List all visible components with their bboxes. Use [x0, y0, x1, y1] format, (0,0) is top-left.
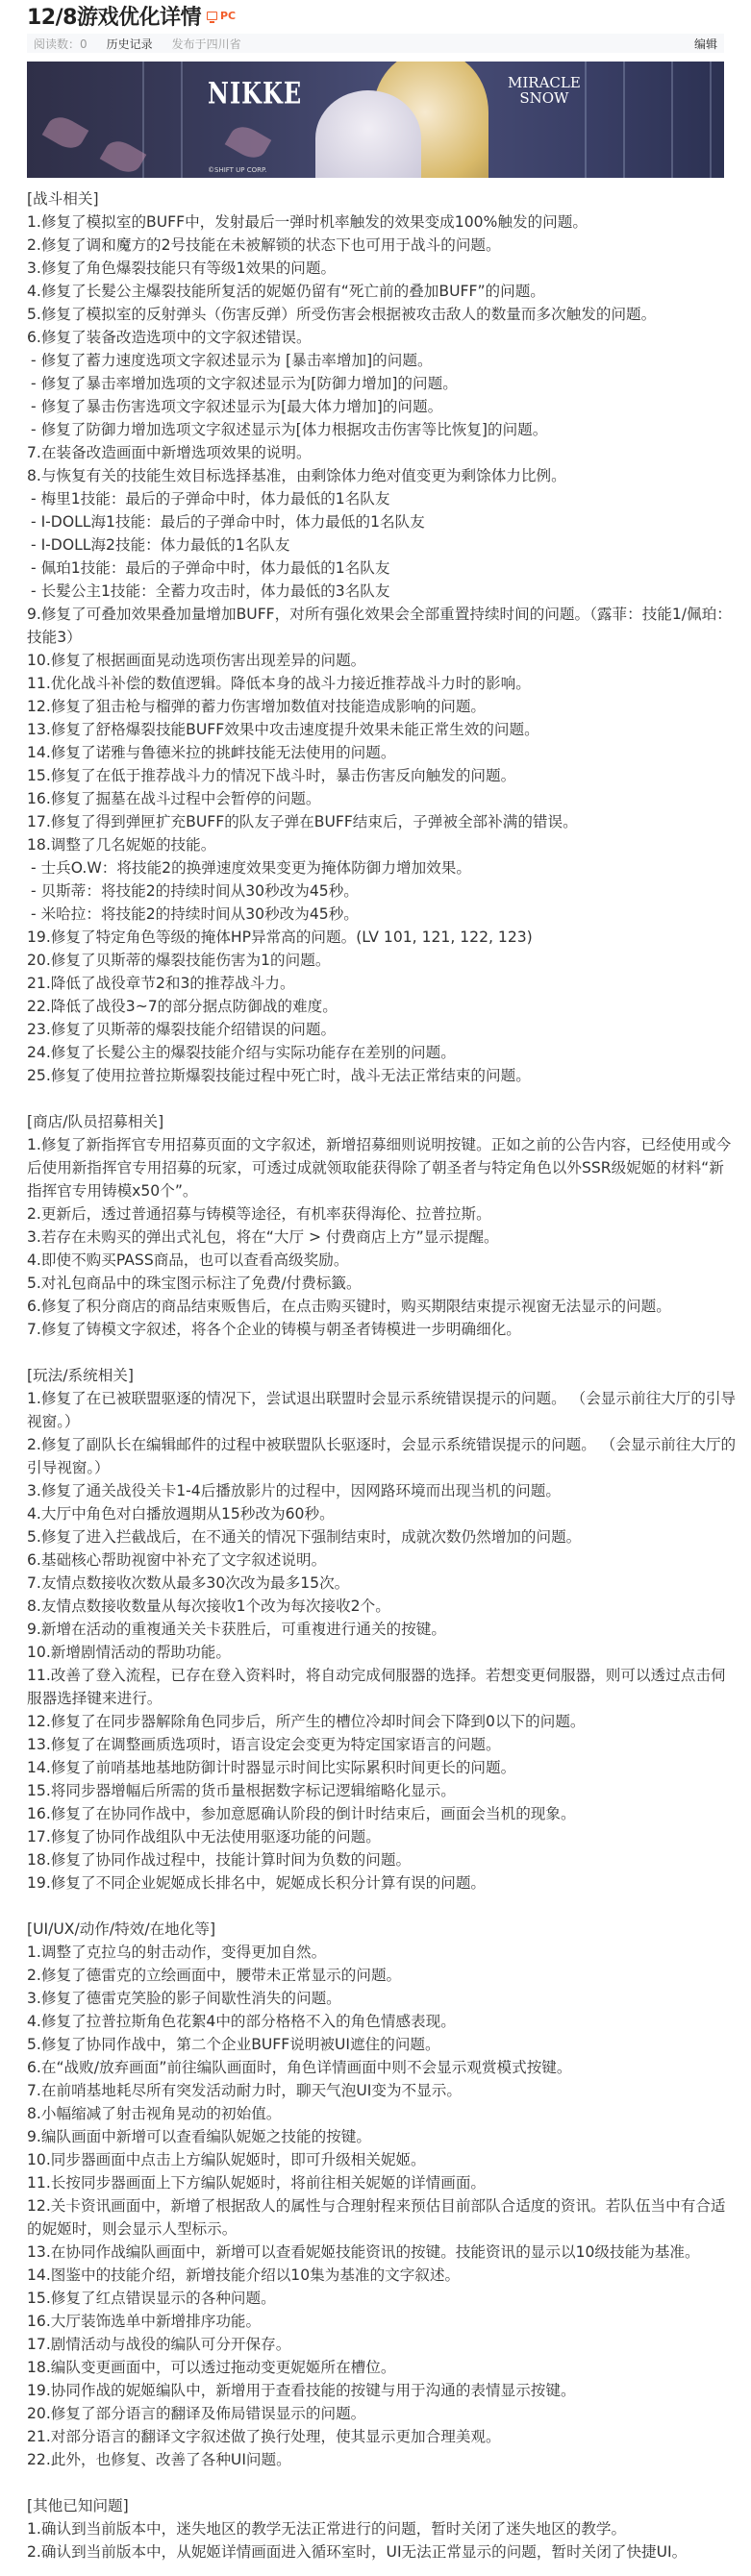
list-item: 6.在“战败/放弃画面”前往编队画面时，角色详情画面中则不会显示观赏模式按键。 — [27, 2059, 572, 2076]
character-white-hair — [315, 90, 421, 178]
event-logo-line1: MIRACLE — [508, 74, 581, 91]
list-item: 9.新增在活动的重複通关关卡获胜后，可重複进行通关的按键。 — [27, 1621, 446, 1638]
list-item: 1.调整了克拉乌的射击动作，变得更加自然。 — [27, 1944, 327, 1961]
list-item: 4.大厅中角色对白播放週期从15秒改为60秒。 — [27, 1505, 335, 1523]
nikke-logo: NIKKE — [208, 74, 303, 111]
list-item: 11.优化战斗补偿的数值逻辑。降低本身的战斗力接近推荐战斗力时的影响。 — [27, 675, 531, 692]
list-item: 11.改善了登入流程，已存在登入资料时，将自动完成伺服器的选择。若想变更伺服器，则可以透过点击伺服器选择键来进行。 — [27, 1667, 726, 1707]
list-item: 5.对礼包商品中的珠宝图示标注了免费/付费标籤。 — [27, 1275, 362, 1292]
list-item: 9.编队画面中新增可以查看编队妮姬之技能的按键。 — [27, 2128, 371, 2145]
sub-list-item: - 士兵O.W：将技能2的换弹速度效果变更为掩体防御力增加效果。 — [31, 859, 471, 877]
list-item: 5.修复了模拟室的反射弹头（伤害反弹）所受伤害会根据被攻击敌人的数量而多次触发的问题。 — [27, 306, 657, 323]
sub-list-item: - 修复了蓄力速度选项文字叙述显示为 [暴击率增加]的问题。 — [31, 352, 433, 369]
list-item: 21.降低了战役章节2和3的推荐战斗力。 — [27, 975, 295, 992]
section-spacer — [27, 1895, 738, 1918]
article-body — [27, 187, 738, 2564]
monitor-icon — [207, 12, 217, 20]
list-item: 7.友情点数接收次数从最多30次改为最多15次。 — [27, 1574, 350, 1592]
list-item: 1.修复了在已被联盟驱逐的情况下，尝试退出联盟时会显示系统错误提示的问题。 （会显示前往大厅的引导视窗。） — [27, 1390, 737, 1430]
list-item: 14.修复了前哨基地基地防御计时器显示时间比实际累积时间更长的问题。 — [27, 1759, 516, 1776]
edit-button[interactable]: 编辑 — [693, 37, 717, 51]
list-item: 12.修复了狙击枪与榴弹的蓄力伤害增加数值对技能造成影响的问题。 — [27, 698, 487, 715]
list-item: 24.修复了长髮公主的爆裂技能介绍与实际功能存在差别的问题。 — [27, 1044, 456, 1061]
list-item: 17.剧情活动与战役的编队可分开保存。 — [27, 2336, 291, 2353]
list-item: 20.修复了贝斯蒂的爆裂技能伤害为1的问题。 — [27, 952, 331, 969]
list-item: 7.在前哨基地耗尽所有突发活动耐力时，聊天气泡UI变为不显示。 — [27, 2082, 462, 2099]
list-item: 19.修复了特定角色等级的掩体HP异常高的问题。(LV 101, 121, 122, 123) — [27, 929, 533, 946]
list-item: 4.即使不购买PASS商品，也可以查看高级奖励。 — [27, 1251, 349, 1269]
list-item: 7.在装备改造画面中新增选项效果的说明。 — [27, 444, 312, 461]
list-item: 5.修复了协同作战中，第二个企业BUFF说明被UI遮住的问题。 — [27, 2036, 440, 2053]
miracle-snow-logo — [508, 75, 581, 106]
list-item: 2.修复了德雷克的立绘画面中，腰带未正常显示的问题。 — [27, 1967, 402, 1984]
list-item: 5.修复了进入拦截战后，在不通关的情况下强制结束时，成就次数仍然增加的问题。 — [27, 1528, 582, 1546]
sub-list-item: - 米哈拉：将技能2的持续时间从30秒改为45秒。 — [31, 905, 359, 923]
list-item: 14.修复了诺雅与鲁德米拉的挑衅技能无法使用的问题。 — [27, 744, 396, 761]
list-item: 14.图鉴中的技能介绍，新增技能介绍以10集为基准的文字叙述。 — [27, 2266, 461, 2284]
list-item: 16.大厅装饰选单中新增排序功能。 — [27, 2313, 262, 2330]
list-item: 23.修复了贝斯蒂的爆裂技能介绍错误的问题。 — [27, 1021, 337, 1038]
list-item: 13.修复了在调整画质选项时，语言设定会变更为特定国家语言的问题。 — [27, 1736, 501, 1753]
sub-list-item: - 修复了暴击伤害选项文字叙述显示为[最大体力增加]的问题。 — [31, 398, 443, 415]
list-item: 3.若存在未购买的弹出式礼包，将在“大厅 > 付费商店上方”显示提醒。 — [27, 1228, 499, 1246]
banner-stripe — [623, 62, 625, 178]
list-item: 17.修复了得到弹匣扩充BUFF的队友子弹在BUFF结束后，子弹被全部补满的错误。 — [27, 813, 578, 830]
list-item: 15.修复了在低于推荐战斗力的情况下战斗时，暴击伤害反向触发的问题。 — [27, 767, 516, 784]
sub-list-item: - 长髮公主1技能：全蓄力攻击时，体力最低的3名队友 — [31, 582, 390, 600]
list-item: 1.修复了新指挥官专用招募页面的文字叙述，新增招募细则说明按键。正如之前的公告内容，已经使用或今后使用新指挥官专用招募的玩家，可透过成就领取能获得除了朝圣者与特定角色以外SSR级妮姬的材料“新指挥官专用铸模x50个”。 — [27, 1136, 732, 1200]
list-item: 11.长按同步器画面上下方编队妮姬时，将前往相关妮姬的详情画面。 — [27, 2174, 487, 2192]
sub-list-item: - I-DOLL海2技能：体力最低的1名队友 — [31, 536, 290, 554]
section-spacer — [27, 1341, 738, 1364]
list-item: 6.修复了积分商店的商品结束贩售后，在点击购买键时，购买期限结束提示视窗无法显示的问题。 — [27, 1298, 671, 1315]
list-item: 18.编队变更画面中，可以透过拖动变更妮姬所在槽位。 — [27, 2359, 396, 2376]
banner-stripe — [710, 62, 712, 178]
banner-stripe — [671, 62, 673, 178]
section-spacer — [27, 2471, 738, 2494]
list-item: 20.修复了部分语言的翻译及佈局错误显示的问题。 — [27, 2405, 366, 2422]
list-item: 4.修复了拉普拉斯角色花絮4中的部分格格不入的角色情感表现。 — [27, 2013, 456, 2030]
section-heading: [UI/UX/动作/特效/在地化等] — [27, 1920, 216, 1938]
list-item: 10.同步器画面中点击上方编队妮姬时，即可升级相关妮姬。 — [27, 2151, 426, 2168]
list-item: 2.确认到当前版本中，从妮姬详情画面进入循环室时，UI无法正常显示的问题，暂时关闭了快捷UI。 — [27, 2543, 688, 2561]
list-item: 13.在协同作战编队画面中，新增可以查看妮姬技能资讯的按键。技能资讯的显示以10级技能为基准。 — [27, 2243, 700, 2261]
list-item: 22.此外，也修复、改善了各种UI问题。 — [27, 2451, 291, 2468]
history-link[interactable]: 历史记录 — [106, 37, 153, 51]
list-item: 2.更新后，透过普通招募与铸模等途径，有机率获得海伦、拉普拉斯。 — [27, 1205, 491, 1223]
sub-list-item: - 修复了暴击率增加选项的文字叙述显示为[防御力增加]的问题。 — [31, 375, 458, 392]
list-item: 1.修复了模拟室的BUFF中，发射最后一弹时机率触发的效果变成100%触发的问题。 — [27, 213, 588, 231]
list-item: 2.修复了调和魔方的2号技能在未被解锁的状态下也可用于战斗的问题。 — [27, 236, 501, 254]
list-item: 21.对部分语言的翻译文字叙述做了换行处理，使其显示更加合理美观。 — [27, 2428, 501, 2445]
copyright: ©SHIFT UP CORP. — [208, 166, 267, 174]
banner-stripe — [181, 62, 183, 178]
list-item: 10.修复了根据画面晃动选项伤害出现差异的问题。 — [27, 652, 366, 669]
page-title: 12/8游戏优化详情 — [27, 5, 201, 30]
list-item: 16.修复了掘墓在战斗过程中会暂停的问题。 — [27, 790, 321, 807]
list-item: 25.修复了使用拉普拉斯爆裂技能过程中死亡时，战斗无法正常结束的问题。 — [27, 1067, 531, 1084]
event-logo-line2: SNOW — [519, 89, 569, 107]
section-heading: [商店/队员招募相关] — [27, 1113, 164, 1130]
list-item: 8.与恢复有关的技能生效目标选择基准，由剩馀体力绝对值变更为剩馀体力比例。 — [27, 467, 566, 484]
list-item: 18.调整了几名妮姬的技能。 — [27, 836, 216, 854]
sub-list-item: - I-DOLL海1技能：最后的子弹命中时，体力最低的1名队友 — [31, 513, 425, 531]
section-spacer — [27, 1087, 738, 1110]
list-item: 15.修复了红点错误显示的各种问题。 — [27, 2290, 276, 2307]
sub-list-item: - 修复了防御力增加选项文字叙述显示为[体力根据攻击伤害等比恢复]的问题。 — [31, 421, 548, 438]
list-item: 6.修复了装备改造选项中的文字叙述错误。 — [27, 329, 312, 346]
list-item: 8.友情点数接收数量从每次接收1个改为每次接收2个。 — [27, 1598, 390, 1615]
holly-leaf — [225, 121, 272, 163]
holly-leaf — [100, 136, 147, 178]
publish-location: 发布于四川省 — [171, 37, 241, 51]
holly-leaf — [42, 111, 89, 154]
list-item: 3.修复了角色爆裂技能只有等级1效果的问题。 — [27, 260, 337, 277]
list-item: 7.修复了铸模文字叙述，将各个企业的铸模与朝圣者铸模进一步明确细化。 — [27, 1321, 521, 1338]
sub-list-item: - 贝斯蒂：将技能2的持续时间从30秒改为45秒。 — [31, 882, 359, 900]
list-item: 17.修复了协同作战组队中无法使用驱逐功能的问题。 — [27, 1828, 381, 1845]
list-item: 22.降低了战役3~7的部分据点防御战的难度。 — [27, 998, 338, 1015]
banner-image — [27, 62, 724, 178]
list-item: 9.修复了可叠加效果叠加量增加BUFF，对所有强化效果会全部重置持续时间的问题。（露菲：技能1/佩珀：技能3） — [27, 606, 732, 646]
list-item: 10.新增剧情活动的帮助功能。 — [27, 1644, 231, 1661]
meta-bar — [27, 34, 724, 53]
sub-list-item: - 梅里1技能：最后的子弹命中时，体力最低的1名队友 — [31, 490, 390, 508]
list-item: 4.修复了长髮公主爆裂技能所复活的妮姬仍留有“死亡前的叠加BUFF”的问题。 — [27, 283, 545, 300]
section-heading: [战斗相关] — [27, 190, 99, 208]
list-item: 16.修复了在协同作战中，参加意愿确认阶段的倒计时结束后，画面会当机的现象。 — [27, 1805, 576, 1822]
read-count: 阅读数：0 — [34, 37, 88, 51]
platform-badge — [207, 10, 236, 22]
section-heading: [玩法/系统相关] — [27, 1367, 134, 1384]
list-item: 12.关卡资讯画面中，新增了根据敌人的属性与合理射程来预估目前部队合适度的资讯。若队伍当中有合适的妮姬时，则会显示人型标示。 — [27, 2197, 726, 2238]
list-item: 19.协同作战的妮姬编队中，新增用于查看技能的按键与用于沟通的表情显示按键。 — [27, 2382, 576, 2399]
banner-stripe — [585, 62, 587, 178]
list-item: 8.小幅缩减了射击视角晃动的初始值。 — [27, 2105, 282, 2122]
list-item: 13.修复了舒格爆裂技能BUFF效果中攻击速度提升效果未能正常生效的问题。 — [27, 721, 539, 738]
list-item: 15.将同步器增幅后所需的货币量根据数字标记逻辑缩略化显示。 — [27, 1782, 456, 1799]
list-item: 6.基础核心帮助视窗中补充了文字叙述说明。 — [27, 1551, 327, 1569]
list-item: 18.修复了协同作战过程中，技能计算时间为负数的问题。 — [27, 1851, 412, 1869]
list-item: 1.确认到当前版本中，迷失地区的教学无法正常进行的问题，暂时关闭了迷失地区的教学。 — [27, 2520, 627, 2538]
list-item: 12.修复了在同步器解除角色同步后，所产生的槽位冷却时间会下降到0以下的问题。 — [27, 1713, 586, 1730]
sub-list-item: - 佩珀1技能：最后的子弹命中时，体力最低的1名队友 — [31, 559, 390, 577]
platform-label: PC — [219, 9, 237, 22]
list-item: 19.修复了不同企业妮姬成长排名中，妮姬成长积分计算有误的问题。 — [27, 1874, 487, 1892]
section-heading: [其他已知问题] — [27, 2497, 129, 2514]
list-item: 3.修复了德雷克笑脸的影子间歇性消失的问题。 — [27, 1990, 341, 2007]
list-item: 2.修复了副队长在编辑邮件的过程中被联盟队长驱逐时，会显示系统错误提示的问题。 （会显示前往大厅的引导视窗。） — [27, 1436, 737, 1476]
title-row — [27, 0, 724, 31]
list-item: 3.修复了通关战役关卡1-4后播放影片的过程中，因网路环境而出现当机的问题。 — [27, 1482, 561, 1499]
